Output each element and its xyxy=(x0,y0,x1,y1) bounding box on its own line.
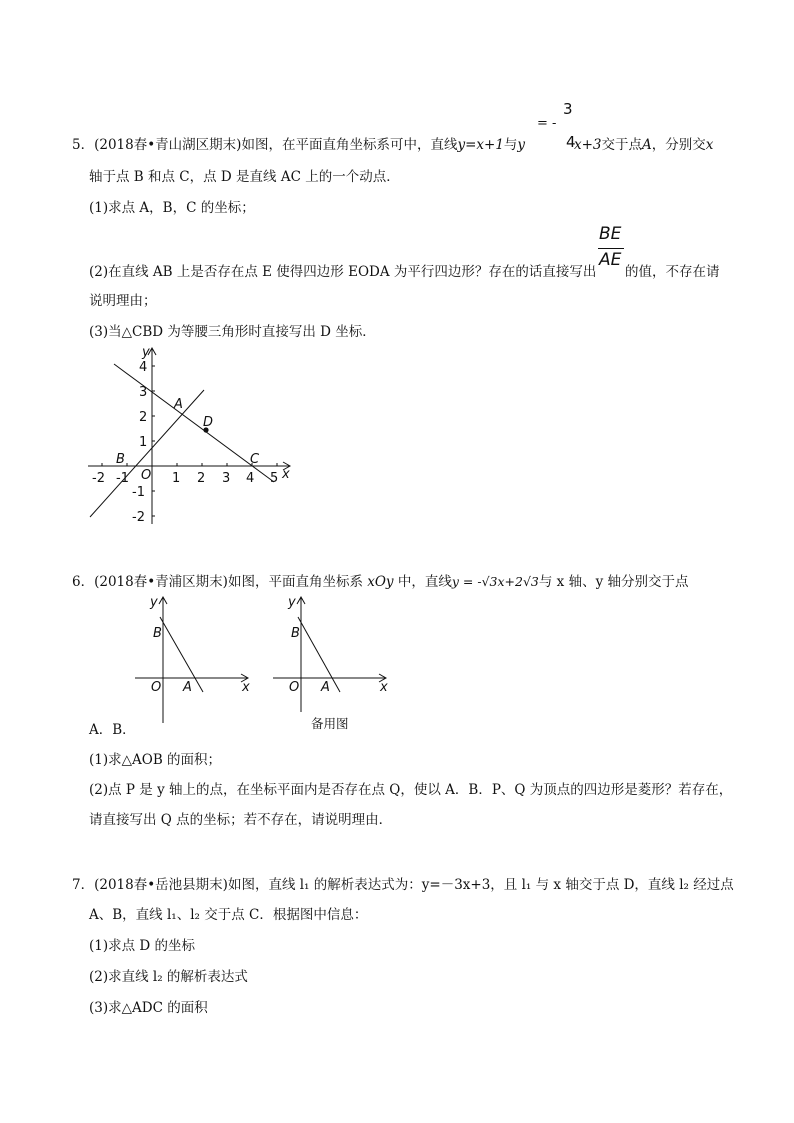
q6-line1 xyxy=(72,570,689,590)
q6-backup-label-a: A xyxy=(321,680,330,695)
q6-source: (2018春•青浦区期末) xyxy=(94,574,228,590)
q6-main-label-a: A xyxy=(183,680,192,695)
q5-ytick-2: 2 xyxy=(139,410,148,425)
q5-sub2-line2: 说明理由； xyxy=(89,293,157,309)
q7-sub1: (1)求点 D 的坐标 xyxy=(89,938,196,954)
q6-text-a: 如图，平面直角坐标系 xyxy=(227,574,363,590)
q5-line1 xyxy=(72,133,525,153)
q5-ytick-4: 4 xyxy=(139,360,148,375)
q5-source: (2018春•青山湖区期末) xyxy=(94,137,242,153)
q6-number: 6． xyxy=(72,574,95,590)
q5-line2: 轴于点 B 和点 C，点 D 是直线 AC 上的一个动点． xyxy=(89,169,400,185)
q5-xtick-neg2: -2 xyxy=(92,471,105,486)
q5-coordinate-graph xyxy=(86,342,301,532)
q5-point-a: A xyxy=(642,137,652,153)
q5-label-y: y xyxy=(142,345,150,360)
q5-eq2-rest: x+3 xyxy=(574,137,602,153)
q7-text: 如图，直线 l₁ 的解析表达式为：y=－3x+3，且 l₁ 与 x 轴交于点 D，直线 l₂ 经过点 xyxy=(227,877,734,893)
q6-main-label-x: x xyxy=(242,680,250,695)
q5-sub3: (3)当△CBD 为等腰三角形时直接写出 D 坐标． xyxy=(89,324,376,340)
q7-source: (2018春•岳池县期末) xyxy=(94,877,228,893)
q5-sub2: (2)在直线 AB 上是否存在点 E 使得四边形 EODA 为平行四边形？存在的话直接写出 xyxy=(89,264,597,280)
q5-text-a: 如图，在平面直角坐标系可中，直线 xyxy=(241,137,458,153)
q6-graph-main xyxy=(132,592,257,727)
q7-number: 7． xyxy=(72,877,95,893)
q5-number: 5． xyxy=(72,137,95,153)
q5-ytick-neg1: -1 xyxy=(132,485,145,500)
q6-text-c: 与 x 轴、y 轴分别交于点 xyxy=(538,574,689,590)
q6-backup-label-x: x xyxy=(380,680,388,695)
q6-main-label-b: B xyxy=(153,626,162,641)
q5-eq2-equals: = - xyxy=(537,116,557,131)
q6-backup-caption: 备用图 xyxy=(311,716,349,731)
q6-xoy: xOy xyxy=(367,574,394,590)
q6-graph-backup xyxy=(270,592,395,727)
q5-eq2-fraction-denominator: 4 xyxy=(566,133,576,151)
q5-ytick-3: 3 xyxy=(139,385,148,400)
q5-xtick-5: 5 xyxy=(270,471,279,486)
q5-text-d: ，分别交 xyxy=(651,137,706,153)
q6-backup-label-b: B xyxy=(291,626,300,641)
q5-label-o: O xyxy=(141,468,152,483)
q5-label-c: C xyxy=(250,452,260,467)
q7-sub3: (3)求△ADC 的面积 xyxy=(89,1000,208,1016)
q5-eq2-lhs: y xyxy=(517,137,526,153)
q5-eq1: y=x+1 xyxy=(457,137,504,153)
q5-ytick-1: 1 xyxy=(139,435,148,450)
q5-xtick-neg1: -1 xyxy=(116,471,129,486)
q5-line1-right xyxy=(574,133,713,153)
q5-sub2-post: 的值，不存在请 xyxy=(625,264,720,280)
q5-sub1: (1)求点 A，B，C 的坐标； xyxy=(89,200,255,216)
q5-eq2-fraction-numerator: 3 xyxy=(563,100,573,118)
q5-label-x: x xyxy=(282,467,290,482)
q7-sub2: (2)求直线 l₂ 的解析表达式 xyxy=(89,969,248,985)
q6-text-b: 中，直线 xyxy=(397,574,452,590)
q5-fraction-bar xyxy=(598,248,624,249)
q5-ytick-neg2: -2 xyxy=(132,510,145,525)
q6-equation: y = -√3x+2√3 xyxy=(451,574,539,589)
q5-label-a: A xyxy=(174,397,183,412)
q7-line1 xyxy=(72,873,734,893)
q5-xtick-2: 2 xyxy=(197,471,206,486)
q5-fraction-denominator: AE xyxy=(599,250,622,270)
q5-text-c: 交于点 xyxy=(601,137,643,153)
q6-main-label-y: y xyxy=(150,595,158,610)
q6-sub1: (1)求△AOB 的面积； xyxy=(89,752,222,768)
q6-sub2-line2: 请直接写出 Q 点的坐标；若不存在，请说明理由． xyxy=(89,812,393,828)
q7-line2: A、B，直线 l₁、l₂ 交于点 C．根据图中信息： xyxy=(89,907,368,923)
q6-backup-label-y: y xyxy=(288,595,296,610)
q5-xtick-4: 4 xyxy=(246,471,255,486)
q6-line2: A．B． xyxy=(89,722,136,738)
q5-axis-x: x xyxy=(705,137,714,153)
q5-text-b: 与 xyxy=(503,137,518,153)
q5-xtick-3: 3 xyxy=(222,471,231,486)
q6-backup-label-o: O xyxy=(289,680,300,695)
q6-main-label-o: O xyxy=(151,680,162,695)
q6-sub2: (2)点 P 是 y 轴上的点，在坐标平面内是否存在点 Q，使以 A．B．P、Q 为顶点的四边形是菱形？若存在， xyxy=(89,782,733,798)
q5-label-d: D xyxy=(203,415,214,430)
q5-fraction-numerator: BE xyxy=(599,224,622,244)
q5-label-b: B xyxy=(116,452,125,467)
q5-xtick-1: 1 xyxy=(172,471,181,486)
